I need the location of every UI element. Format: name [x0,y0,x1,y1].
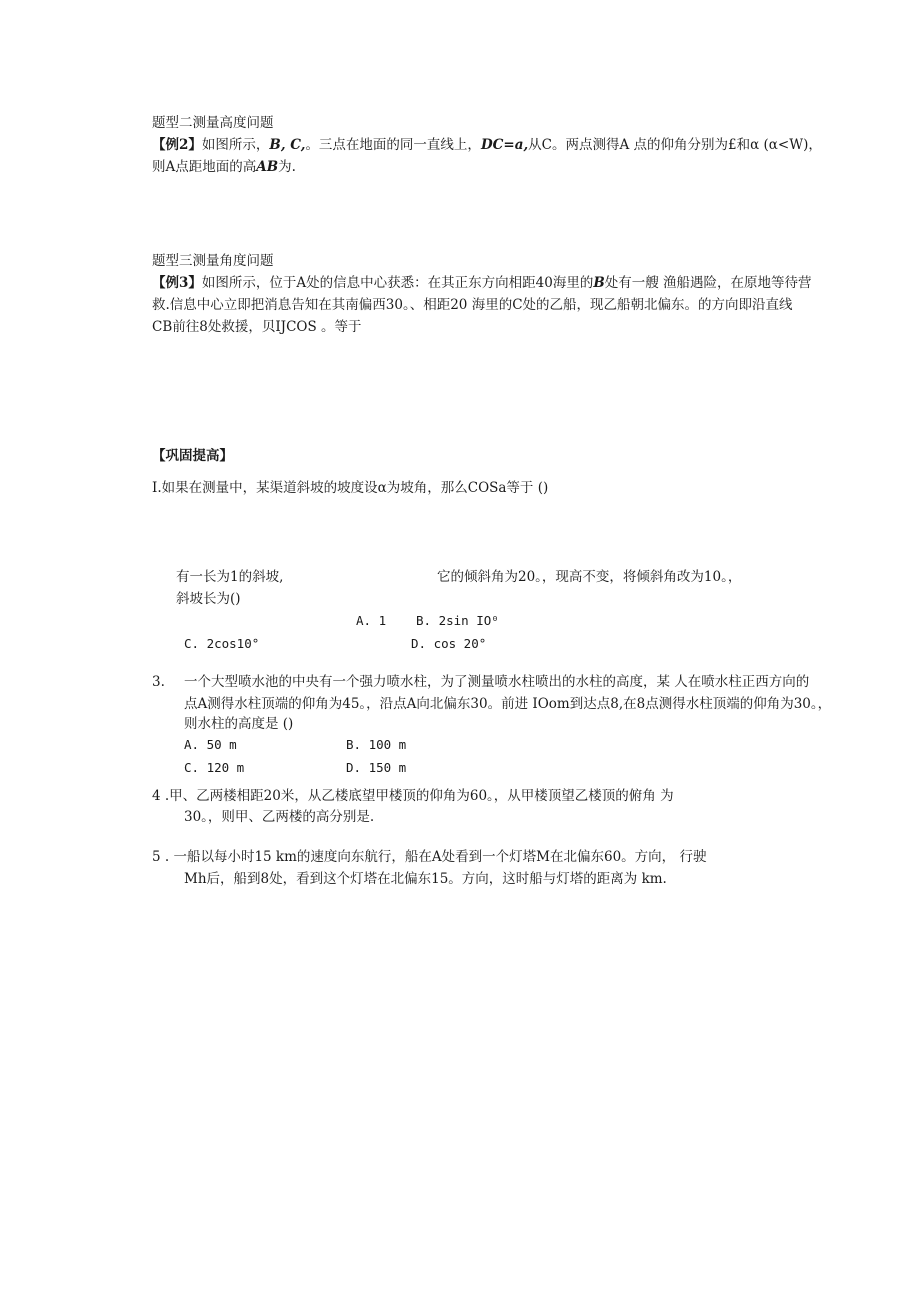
question-2-option-d: D. cos 20° [411,636,487,651]
question-3-line3: 则水柱的高度是 () [184,716,294,732]
example2-line1 [152,137,822,153]
example2-line2 [152,159,296,175]
example2-points: B, C, [269,137,306,153]
example3-text-a: 如图所示，位于A处的信息中心获悉：在其正东方向相距40海里的 [201,275,594,291]
example3-b: B [593,275,605,291]
example2-text-l2a: 则A点距地面的高 [152,159,257,175]
section2-title: 题型二测量高度问题 [152,115,274,131]
question-4-line2: 30。，则甲、乙两楼的高分别是. [184,809,375,825]
example2-dc: DC=a, [480,137,529,153]
example3-text-c: 处有一艘 渔船遇险，在原地等待营 [604,275,812,291]
question-3-line2: 点A测得水柱顶端的仰角为45。，沿点A向北偏东30。前进 IOom到达点8,在8点测得水柱顶端的仰角为30。， [184,696,832,712]
question-2-option-c: C. 2cos10° [184,636,260,651]
question-3-line1: 一个大型喷水池的中央有一个强力喷水柱，为了测量喷水柱喷出的水柱的高度，某 人在喷水柱正西方向的 [184,674,810,690]
question-1: I.如果在测量中，某渠道斜坡的坡度设α为坡角，那么COSa等于 () [152,480,549,496]
question-4-line1: 4 .甲、乙两楼相距20米，从乙楼底望甲楼顶的仰角为60。，从甲楼顶望乙楼顶的俯角 为 [152,788,674,804]
question-3-option-a: A. 50 m [184,737,237,752]
question-5-line1: 5 . 一船以每小时15 km的速度向东航行，船在A处看到一个灯塔M在北偏东60。方向， 行驶 [152,849,707,865]
question-2-b: 它的倾斜角为20。，现高不变，将倾斜角改为10。， [437,569,742,585]
question-2-option-a: A. 1 [356,613,387,628]
example3-line3: CB前往8处救援，贝IJCOS 。等于 [152,319,362,335]
question-3-number: 3. [152,674,165,690]
example3-line2: 救.信息中心立即把消息告知在其南偏西30。、相距20 海里的C处的乙船，现乙船朝北偏东。的方向即沿直线 [152,297,793,313]
section3-title: 题型三测量角度问题 [152,253,274,269]
example2-ab: AB [256,159,279,175]
question-5-line2: Mh后，船到8处，看到这个灯塔在北偏东15。方向，这时船与灯塔的距离为 km. [184,871,667,887]
example3-label: 【例3】 [152,275,202,291]
example2-label: 【例2】 [152,137,202,153]
question-3-option-d: D. 150 m [346,760,407,775]
question-2-option-b: B. 2sin IO⁰ [416,613,499,628]
question-3-option-c: C. 120 m [184,760,245,775]
question-3-option-b: B. 100 m [346,737,407,752]
example3-line1 [152,275,812,291]
question-2-c: 斜坡长为() [176,591,241,607]
consolidate-title: 【巩固提高】 [152,448,233,464]
example2-text-l2c: 为. [278,159,296,175]
example2-text-c: 。三点在地面的同一直线上， [305,137,481,153]
example2-text-e: 从C。两点测得A 点的仰角分别为£和α (α<W)， [528,137,822,153]
example2-text-a: 如图所示， [201,137,270,153]
question-2-a: 有一长为1的斜坡, [176,569,284,585]
